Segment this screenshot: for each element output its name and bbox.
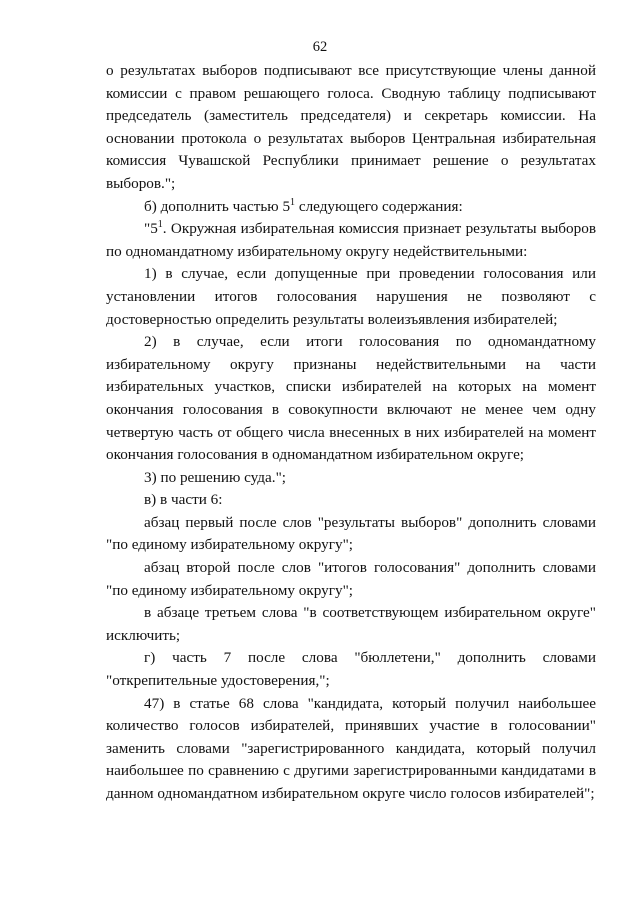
paragraph-protocol-signing: о результатах выборов подписывают все присутствующие члены данной комиссии с правом решающего голоса. Сводную таблицу подписывают председатель (заместитель председателя) и секретарь комиссии. На основании протокола о результатах выборов Центральная избирательная комиссия Чувашской Республики принимает решение о результатах выборов."; — [106, 62, 596, 192]
paragraph-add-part-5-1 — [106, 196, 596, 219]
paragraph-item-47: 47) в статье 68 слова "кандидата, который получил наибольшее количество голосов избирателей, принявших участие в голосовании" заменить словами "зарегистрированного кандидата, который получил наибольшее по сравнению с другими зарегистрированными кандидатами в данном одномандатном избирательном округе число голосов избирателей"; — [106, 694, 596, 802]
superscript: 1 — [157, 219, 163, 231]
superscript: 1 — [290, 196, 296, 208]
paragraph-text-before: "5 — [144, 220, 158, 238]
paragraph-abzac-3: в абзаце третьем слова "в соответствующем избирательном округе" исключить; — [106, 604, 596, 644]
paragraph-text-before: б) дополнить частью 5 — [144, 197, 291, 215]
paragraph-abzac-1: абзац первый после слов "результаты выборов" дополнить словами "по единому избирательному округу"; — [106, 513, 596, 554]
paragraph-abzac-2: абзац второй после слов "итогов голосования" дополнить словами "по единому избирательному округу"; — [106, 559, 596, 599]
paragraph-part-7: г) часть 7 после слова "бюллетени," дополнить словами "открепительные удостоверения,"; — [106, 649, 596, 690]
paragraph-part-5-1-text — [106, 218, 596, 263]
paragraph-item-2: 2) в случае, если итоги голосования по одномандатному избирательному округу признаны недействительными на части избирательных участков, списки избирателей на которых на момент окончания голосования в совокупности включают не менее чем одну четвертую часть от общего числа внесенных в них избирателей на момент окончания голосования в одномандатном избирательном округе; — [106, 333, 596, 464]
paragraph-item-1: 1) в случае, если допущенные при проведении голосования или установлении итогов голосования нарушения не позволяют с достоверностью определить результаты волеизъявления избирателей; — [106, 265, 596, 328]
paragraph-item-3: 3) по решению суда."; — [144, 468, 286, 486]
paragraph-text-after: следующего содержания: — [295, 197, 463, 215]
paragraph-part-6: в) в части 6: — [144, 491, 223, 509]
document-body — [106, 60, 596, 806]
page-number: 62 — [312, 39, 328, 55]
paragraph-text-after: . Окружная избирательная комиссия признает результаты выборов по одномандатному избирательному округу недействительными: — [106, 220, 596, 260]
